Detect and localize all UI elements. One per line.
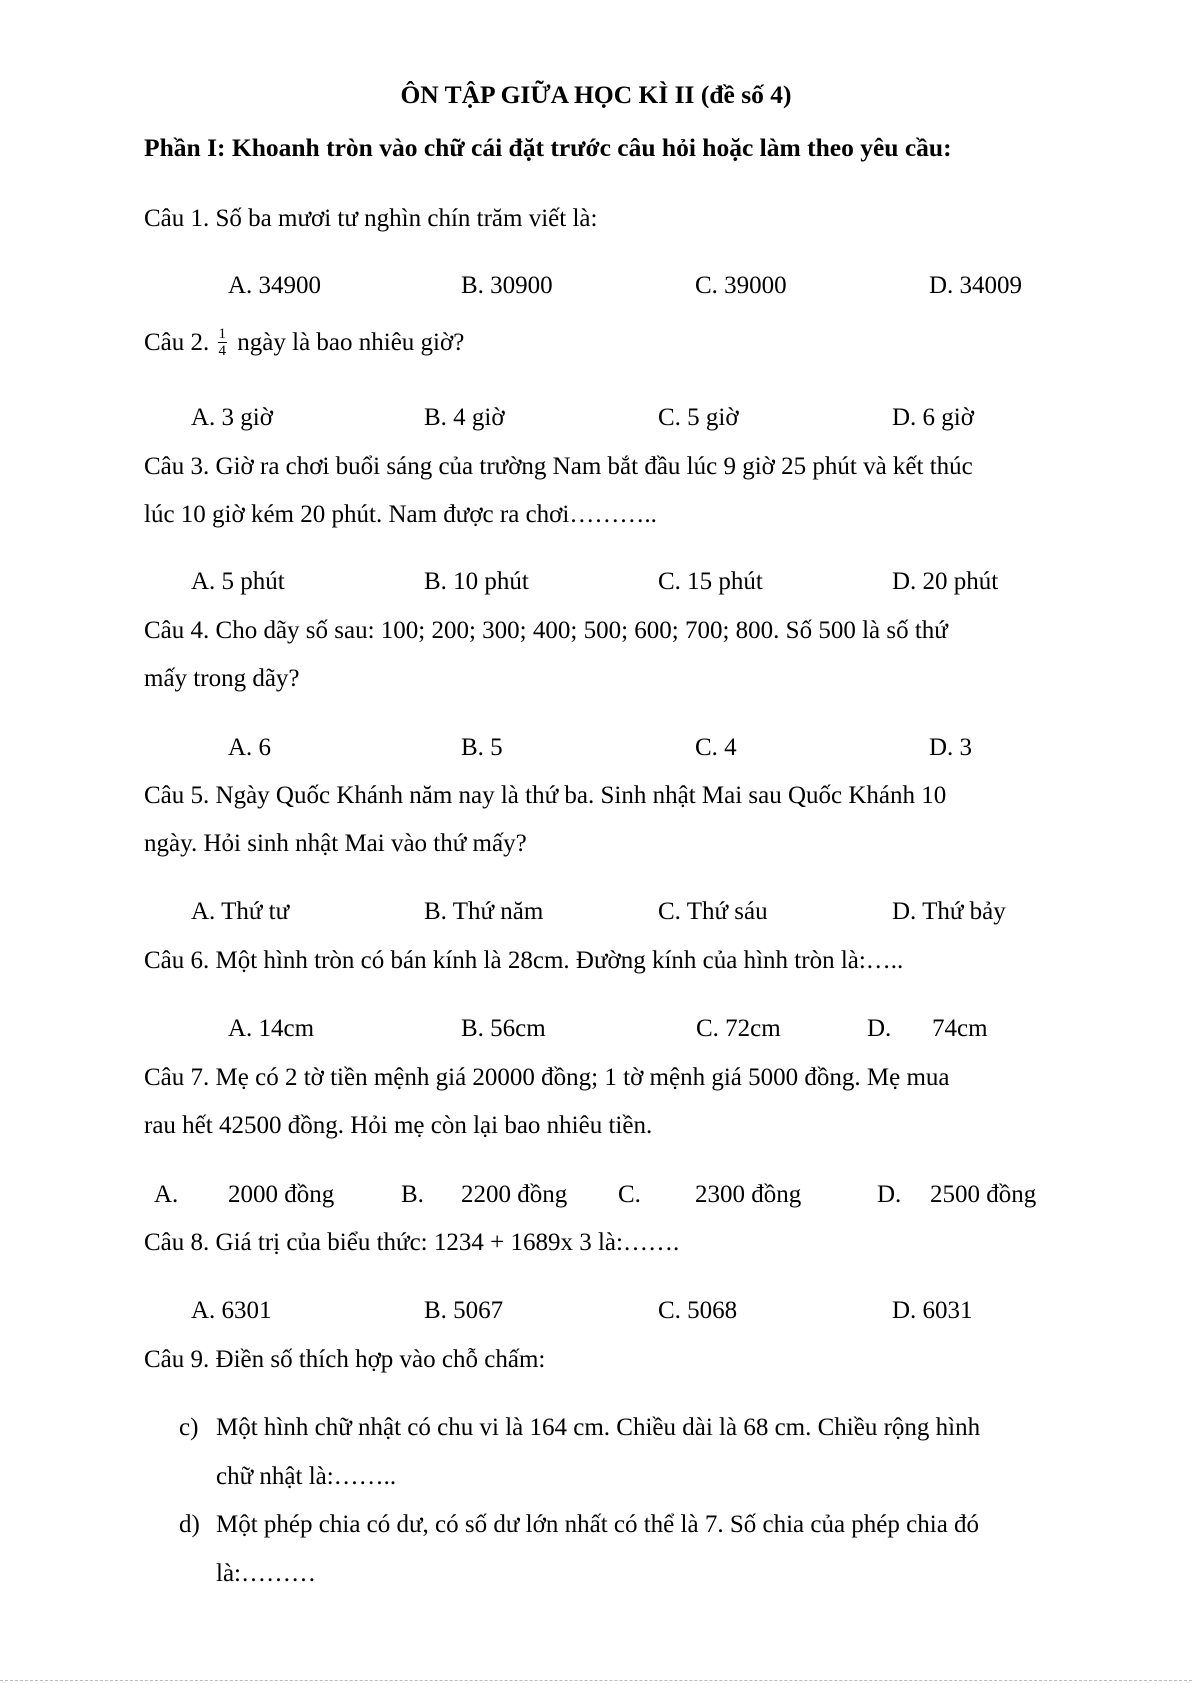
q9-item-d-letter: d) [179, 1511, 200, 1538]
q3-option-a[interactable]: A. 5 phút [191, 568, 285, 595]
q3-option-b[interactable]: B. 10 phút [424, 568, 529, 595]
q3-option-c[interactable]: C. 15 phút [658, 568, 763, 595]
q7-option-b-letter[interactable]: B. [401, 1181, 424, 1208]
question-7-line-2: rau hết 42500 đồng. Hỏi mẹ còn lại bao nhiêu tiền. [144, 1112, 653, 1139]
q5-option-a[interactable]: A. Thứ tư [191, 898, 290, 925]
fraction-denominator: 4 [218, 343, 227, 359]
question-5-line-2: ngày. Hỏi sinh nhật Mai vào thứ mấy? [144, 830, 527, 857]
q8-option-c[interactable]: C. 5068 [658, 1297, 738, 1324]
q7-option-d-value: 2500 đồng [930, 1181, 1037, 1208]
q4-option-b[interactable]: B. 5 [461, 734, 503, 761]
q7-option-b-value: 2200 đồng [461, 1181, 568, 1208]
q7-option-a-letter[interactable]: A. [154, 1181, 179, 1208]
q4-option-a[interactable]: A. 6 [228, 734, 272, 761]
q6-option-c[interactable]: C. 72cm [696, 1015, 781, 1042]
fraction-one-quarter [218, 326, 228, 359]
question-8: Câu 8. Giá trị của biểu thức: 1234 + 1689x 3 là:……. [144, 1229, 680, 1256]
q7-option-d-letter[interactable]: D. [877, 1181, 902, 1208]
q9-item-c-line-2[interactable]: chữ nhật là:…….. [216, 1463, 397, 1490]
q2-suffix: ngày là bao nhiêu giờ? [237, 329, 465, 357]
q2-option-b[interactable]: B. 4 giờ [424, 404, 505, 431]
q8-option-d[interactable]: D. 6031 [892, 1297, 973, 1324]
q6-option-d-value: 74cm [932, 1015, 988, 1042]
page-title: ÔN TẬP GIỮA HỌC KÌ II (đề số 4) [400, 80, 792, 109]
q2-option-c[interactable]: C. 5 giờ [658, 404, 739, 431]
q6-option-d-letter[interactable]: D. [867, 1015, 892, 1042]
page-bottom-divider [0, 1680, 1192, 1681]
part-heading: Phần I: Khoanh tròn vào chữ cái đặt trước câu hỏi hoặc làm theo yêu cầu: [144, 133, 952, 162]
q2-option-a[interactable]: A. 3 giờ [191, 404, 273, 431]
question-3-line-2: lúc 10 giờ kém 20 phút. Nam được ra chơi……….. [144, 501, 657, 528]
q4-option-c[interactable]: C. 4 [695, 734, 737, 761]
question-2 [144, 328, 464, 361]
q3-option-d[interactable]: D. 20 phút [892, 568, 999, 595]
q5-option-d[interactable]: D. Thứ bảy [892, 898, 1006, 925]
q9-item-d-line-2[interactable]: là:……… [216, 1560, 316, 1587]
question-9: Câu 9. Điền số thích hợp vào chỗ chấm: [144, 1346, 546, 1373]
q1-option-c[interactable]: C. 39000 [695, 272, 787, 299]
q6-option-b[interactable]: B. 56cm [461, 1015, 546, 1042]
q1-option-a[interactable]: A. 34900 [228, 272, 322, 299]
fraction-numerator: 1 [218, 326, 227, 342]
q9-item-d-line-1: Một phép chia có dư, có số dư lớn nhất có thể là 7. Số chia của phép chia đó [216, 1511, 980, 1538]
q9-item-c-line-1: Một hình chữ nhật có chu vi là 164 cm. Chiều dài là 68 cm. Chiều rộng hình [216, 1414, 981, 1441]
question-3-line-1: Câu 3. Giờ ra chơi buổi sáng của trường Nam bắt đầu lúc 9 giờ 25 phút và kết thúc [144, 453, 973, 480]
q1-option-d[interactable]: D. 34009 [929, 272, 1023, 299]
question-4-line-2: mấy trong dãy? [144, 665, 300, 692]
q8-option-a[interactable]: A. 6301 [191, 1297, 272, 1324]
q4-option-d[interactable]: D. 3 [929, 734, 973, 761]
q9-item-c-letter: c) [179, 1414, 199, 1441]
q5-option-b[interactable]: B. Thứ năm [424, 898, 544, 925]
question-7-line-1: Câu 7. Mẹ có 2 tờ tiền mệnh giá 20000 đồng; 1 tờ mệnh giá 5000 đồng. Mẹ mua [144, 1064, 950, 1091]
question-5-line-1: Câu 5. Ngày Quốc Khánh năm nay là thứ ba. Sinh nhật Mai sau Quốc Khánh 10 [144, 782, 947, 809]
q8-option-b[interactable]: B. 5067 [424, 1297, 504, 1324]
q7-option-a-value: 2000 đồng [228, 1181, 335, 1208]
q1-option-b[interactable]: B. 30900 [461, 272, 553, 299]
q7-option-c-letter[interactable]: C. [618, 1181, 641, 1208]
q2-option-d[interactable]: D. 6 giờ [892, 404, 974, 431]
q5-option-c[interactable]: C. Thứ sáu [658, 898, 768, 925]
q6-option-a[interactable]: A. 14cm [228, 1015, 315, 1042]
question-1: Câu 1. Số ba mươi tư nghìn chín trăm viết là: [144, 205, 598, 232]
question-6: Câu 6. Một hình tròn có bán kính là 28cm. Đường kính của hình tròn là:….. [144, 947, 904, 974]
question-4-line-1: Câu 4. Cho dãy số sau: 100; 200; 300; 400; 500; 600; 700; 800. Số 500 là số thứ [144, 617, 948, 644]
q7-option-c-value: 2300 đồng [695, 1181, 802, 1208]
q2-prefix: Câu 2. [144, 329, 210, 357]
